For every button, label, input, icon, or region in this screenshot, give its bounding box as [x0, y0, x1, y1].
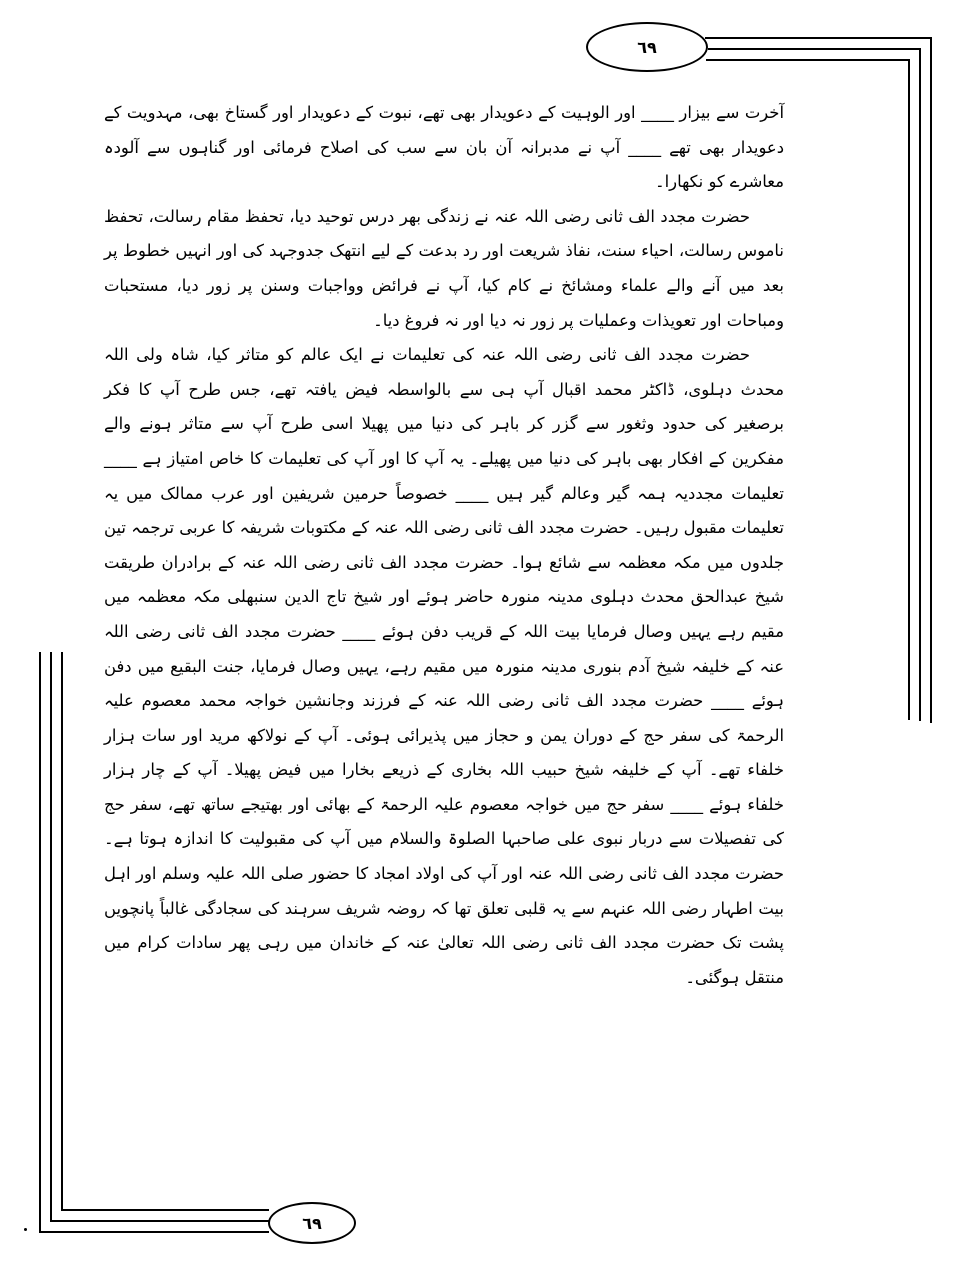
- frame-left-line-outer: [39, 652, 41, 1232]
- frame-bottom-line-middle: [50, 1220, 270, 1222]
- frame-right-line-inner: [908, 60, 910, 720]
- page-number-top: ٦٩: [586, 22, 708, 72]
- paragraph-2: حضرت مجدد الف ثانی رضی اللہ عنہ نے زندگی بھر درس توحید دیا، تحفظ مقام رسالت، تحفظ ناموس رسالت، احیاء سنت، نفاذ شریعت اور رد بدعت کے لیے انتھک جدوجہد کی اور انہیں خطوط پر بعد میں آنے والے علماء ومشائخ نے کام کیا، آپ نے فرائض وواجبات وسنن پر زور دیا، مستحبات ومباحات اور تعویذات وعملیات پر زور نہ دیا اور نہ فروغ دیا۔: [104, 206, 784, 330]
- frame-right-line-outer: [930, 38, 932, 723]
- page-number-bottom: ٦٩: [268, 1202, 356, 1244]
- frame-right-line-middle: [919, 49, 921, 721]
- scan-speck: [24, 1228, 27, 1231]
- frame-top-line-inner: [706, 59, 910, 61]
- frame-left-line-inner: [61, 652, 63, 1211]
- frame-top-line-middle: [708, 48, 921, 50]
- paragraph-1: آخرت سے بیزار ____ اور الوہیت کے دعویدار بھی تھے، نبوت کے دعویدار اور گستاخ بھی، مہدویت کے دعویدار بھی تھے ____ آپ نے مدبرانہ آن بان سے سب کی اصلاح فرمائی اور گناہوں سے آلودہ معاشرے کو نکھارا۔: [104, 103, 784, 192]
- paragraph-3: حضرت مجدد الف ثانی رضی اللہ عنہ کی تعلیمات نے ایک عالم کو متاثر کیا، شاہ ولی اللہ محدث دہلوی، ڈاکٹر محمد اقبال آپ ہی سے بالواسطہ فیض یافتہ تھے، جس طرح آپ کا فکر برصغیر کی حدود وثغور سے گزر کر باہر کی دنیا میں پھیلا اسی طرح آپ سے متاثر ہونے والے مفکرین کے افکار بھی باہر کی دنیا میں پھیلے۔ یہ آپ کا اور آپ کی تعلیمات کا خاص امتیاز ہے ____ تعلیمات مجددیہ ہمہ گیر وعالم گیر ہیں ____ خصوصاً حرمین شریفین اور عرب ممالک میں یہ تعلیمات مقبول رہیں۔ حضرت مجدد الف ثانی رضی اللہ عنہ کے مکتوبات شریفہ کا عربی ترجمہ تین جلدوں میں مکہ معظمہ سے شائع ہوا۔ حضرت مجدد الف ثانی رضی اللہ عنہ کے برادران طریقت شیخ عبدالحق محدث دہلوی مدینہ منورہ حاضر ہوئے اور شیخ تاج الدین سنبھلی مکہ معظمہ میں مقیم رہے یہیں وصال فرمایا بیت اللہ کے قریب دفن ہوئے ____ حضرت مجدد الف ثانی رضی اللہ عنہ کے خلیفہ شیخ آدم بنوری مدینہ منورہ میں مقیم رہے، یہیں وصال فرمایا، جنت البقیع میں دفن ہوئے ____ حضرت مجدد الف ثانی رضی اللہ عنہ کے فرزند وجانشین خواجہ محمد معصوم علیہ الرحمۃ کی سفر حج کے دوران یمن و حجاز میں پذیرائی ہوئی۔ آپ کے نولاکھ مرید اور سات ہزار خلفاء تھے۔ آپ کے خلیفہ شیخ حبیب اللہ بخاری کے ذریعے بخارا میں فیض پھیلا۔ آپ کے چار ہزار خلفاء ہوئے ____ سفر حج میں خواجہ معصوم علیہ الرحمۃ کے بھائی اور بھتیجے ساتھ تھے، سفر حج کی تفصیلات سے دربار نبوی علی صاحبہا الصلوۃ والسلام میں آپ کی مقبولیت کا اندازہ ہوتا ہے۔ حضرت مجدد الف ثانی رضی اللہ عنہ اور آپ کی اولاد امجاد کا حضور صلی اللہ علیہ وسلم اور اہل بیت اطہار رضی اللہ عنہم سے یہ قلبی تعلق تھا کہ روضہ شریف سرہند کی سجادگی غالباً پانچویں پشت تک حضرت مجدد الف ثانی رضی اللہ تعالیٰ عنہ کے خاندان میں رہی پھر سادات کرام میں منتقل ہوگئی۔: [104, 345, 784, 987]
- frame-bottom-line-inner: [61, 1209, 269, 1211]
- frame-top-line-outer: [705, 37, 932, 39]
- page-body: [104, 96, 784, 995]
- frame-left-line-middle: [50, 652, 52, 1221]
- frame-bottom-line-outer: [39, 1231, 269, 1233]
